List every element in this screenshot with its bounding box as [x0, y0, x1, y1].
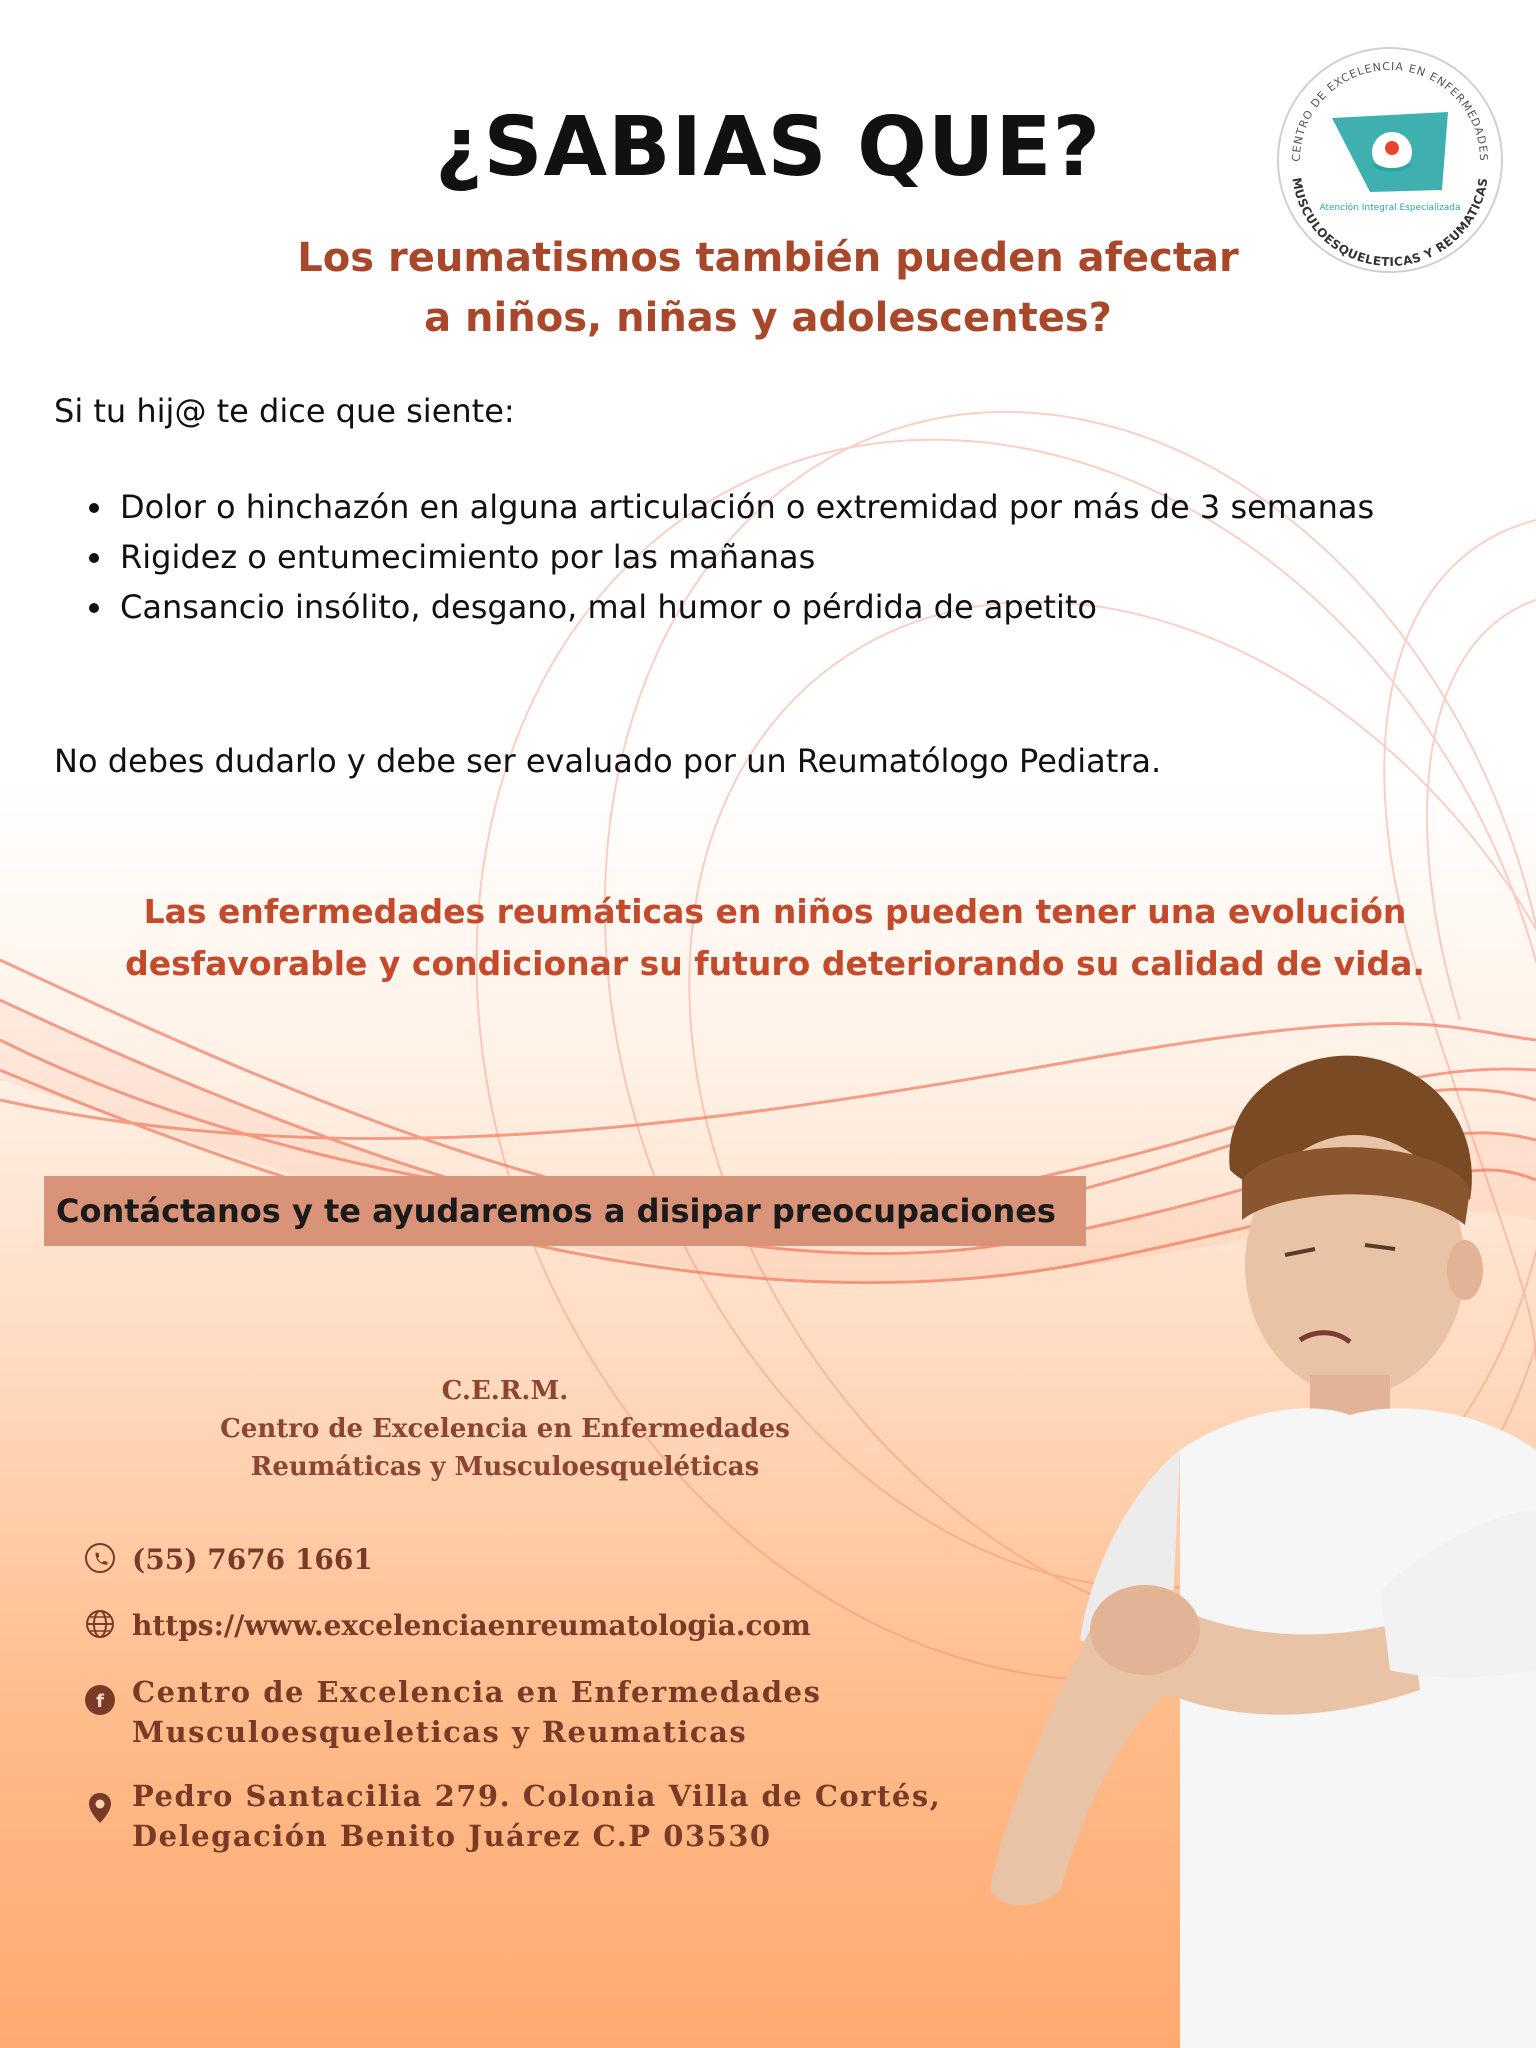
- list-item: • Dolor o hinchazón en alguna articulación o extremidad por más de 3 semanas: [116, 482, 1416, 532]
- intro-text: Si tu hij@ te dice que siente:: [54, 392, 515, 430]
- address-line-1: Pedro Santacilia 279. Colonia Villa de Cortés,: [132, 1779, 942, 1813]
- phone-number: (55) 7676 1661: [132, 1543, 373, 1576]
- contact-block: [82, 1540, 982, 1870]
- page-title: ¿SABIAS QUE?: [434, 100, 1102, 195]
- warning-text: [80, 886, 1470, 990]
- org-acronym: C.E.R.M.: [441, 1376, 569, 1406]
- list-item: • Rigidez o entumecimiento por las mañanas: [116, 532, 1416, 582]
- location-pin-icon: [82, 1790, 118, 1826]
- warning-line-1: Las enfermedades reumáticas en niños pueden tener una evolución: [143, 892, 1407, 931]
- facebook-page[interactable]: [132, 1672, 821, 1752]
- facebook-icon: [82, 1682, 118, 1718]
- globe-icon: [82, 1606, 118, 1642]
- subtitle-line-2: a niños, niñas y adolescentes?: [424, 295, 1112, 341]
- address: [132, 1776, 941, 1856]
- facebook-line-2: Musculoesqueleticas y Reumaticas: [132, 1715, 748, 1749]
- phone-icon: [82, 1540, 118, 1576]
- logo-ring-top: CENTRO DE EXCELENCIA EN ENFERMEDADES: [1289, 59, 1491, 162]
- facebook-row[interactable]: [82, 1672, 821, 1752]
- list-item: • Cansancio insólito, desgano, mal humor o pérdida de apetito: [116, 582, 1416, 632]
- subtitle-line-1: Los reumatismos también pueden afectar: [297, 235, 1239, 281]
- contact-cta-banner: Contáctanos y te ayudaremos a disipar preocupaciones: [44, 1176, 1086, 1246]
- organization-block: [150, 1372, 860, 1486]
- symptom-list: [80, 482, 1416, 632]
- org-name-line-1: Centro de Excelencia en Enfermedades: [220, 1414, 790, 1444]
- logo-tagline: Atención Integral Especializada: [1319, 203, 1461, 213]
- address-line-2: Delegación Benito Juárez C.P 03530: [132, 1819, 772, 1853]
- phone-row[interactable]: [82, 1540, 373, 1580]
- warning-line-2: desfavorable y condicionar su futuro deteriorando su calidad de vida.: [125, 944, 1425, 983]
- org-name-line-2: Reumáticas y Musculoesqueléticas: [250, 1452, 760, 1482]
- logo-ring-bottom: MUSCULOESQUELETICAS Y REUMATICAS: [1289, 176, 1491, 270]
- child-illustration: [980, 1030, 1536, 2048]
- website-link[interactable]: https://www.excelenciaenreumatologia.com: [132, 1609, 811, 1642]
- svg-text:f: f: [96, 1691, 104, 1712]
- facebook-line-1: Centro de Excelencia en Enfermedades: [132, 1675, 822, 1709]
- address-row[interactable]: [82, 1776, 941, 1856]
- website-row[interactable]: [82, 1606, 811, 1646]
- advice-text: No debes dudarlo y debe ser evaluado por un Reumatólogo Pediatra.: [54, 742, 1162, 780]
- page-subtitle: [150, 228, 1386, 348]
